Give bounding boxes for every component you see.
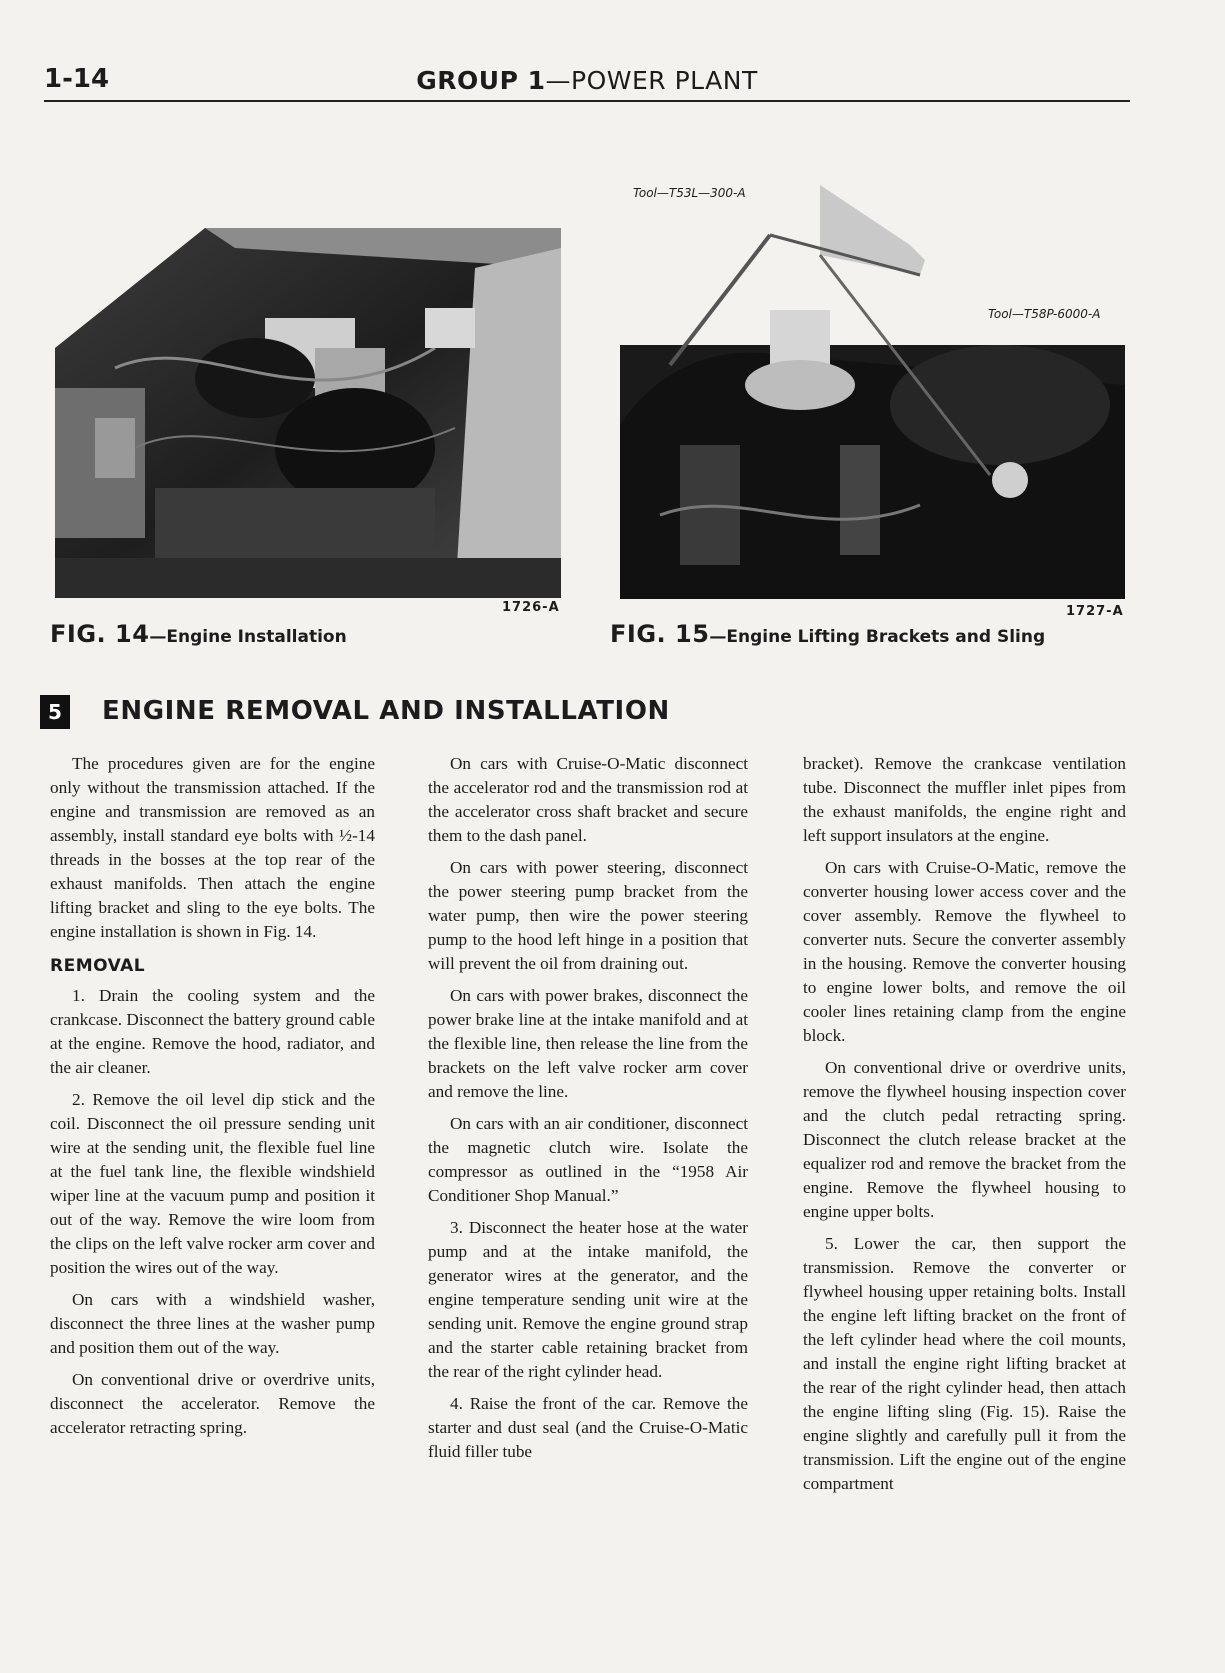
windshield-washer-paragraph: On cars with a windshield washer, disconnect the three lines at the washer pump and position them out of the way.	[50, 1290, 375, 1357]
fig15-number: FIG. 15	[610, 620, 710, 648]
fig15-photo-code: 1727-A	[1066, 604, 1124, 619]
fig15-caption	[610, 620, 1045, 648]
fig15-callout-tool-2: Tool—T58P-6000-A	[988, 307, 1101, 321]
step-5-paragraph: 5. Lower the car, then support the transmission. Remove the converter or flywheel housing upper retaining bolts. Install the engine left lifting bracket on the front of the left cylinder head where the coil mounts, and install the engine right lifting bracket at the rear of the right cylinder head, then attach the engine lifting sling (Fig. 15). Raise the engine slightly and carefully pull it from the transmission. Lift the engine out of the engine compartment	[803, 1234, 1126, 1493]
fig15-caption-text: —Engine Lifting Brackets and Sling	[709, 627, 1046, 647]
page-number: 1-14	[44, 64, 110, 94]
step-1-paragraph: 1. Drain the cooling system and the crankcase. Disconnect the battery ground cable at the engine. Remove the hood, radiator, and the air cleaner.	[50, 986, 375, 1077]
step-3-paragraph: 3. Disconnect the heater hose at the water pump and at the intake manifold, the generator wires at the generator, and the engine temperature sending unit wire at the sending unit. Remove the engine ground strap and the starter cable retaining bracket from the rear of the right cylinder head.	[428, 1218, 748, 1381]
fig14-caption-text: —Engine Installation	[149, 627, 347, 647]
engine-lifting-photo	[620, 185, 1125, 599]
group-title	[44, 66, 1130, 95]
group-title-rest: —POWER PLANT	[545, 66, 758, 95]
section-number-badge: 5	[40, 695, 70, 729]
text-column-1	[50, 752, 375, 1448]
group-title-bold: GROUP 1	[416, 66, 546, 95]
page-header	[44, 60, 1130, 102]
converter-paragraph: On cars with Cruise-O-Matic, remove the converter housing lower access cover and the cover assembly. Remove the flywheel to converter nuts. Secure the converter assembly in the housing. Remove the converter housing to engine lower bolts, and remove the oil cooler lines retaining clamp from the engine block.	[803, 858, 1126, 1045]
text-column-2	[428, 752, 748, 1472]
removal-heading: REMOVAL	[50, 956, 146, 976]
section-title: ENGINE REMOVAL AND INSTALLATION	[102, 696, 670, 726]
fig15-callout-tool-1: Tool—T53L—300-A	[633, 186, 746, 200]
intro-paragraph: The procedures given are for the engine only without the transmission attached. If the engine and transmission are removed as an assembly, install standard eye bolts with ½-14 threads in the bosses at the top rear of the exhaust manifolds. Then attach the engine lifting bracket and sling to the eye bolts. The engine installation is shown in Fig. 14.	[50, 754, 375, 941]
fig14-caption	[50, 620, 347, 648]
conventional-drive-paragraph: On conventional drive or overdrive units, disconnect the accelerator. Remove the accelerator retracting spring.	[50, 1370, 375, 1437]
fig14-photo-code: 1726-A	[502, 600, 560, 615]
power-brakes-paragraph: On cars with power brakes, disconnect the power brake line at the intake manifold and at the flexible line, then release the line from the brackets on the left valve rocker arm cover and remove the line.	[428, 986, 748, 1101]
power-steering-paragraph: On cars with power steering, disconnect the power steering pump bracket from the water pump, then wire the power steering pump to the hood left hinge in a position that will prevent the oil from draining out.	[428, 858, 748, 973]
engine-installation-photo	[55, 228, 561, 598]
step-4-paragraph: 4. Raise the front of the car. Remove the starter and dust seal (and the Cruise-O-Matic fluid filler tube	[428, 1394, 748, 1461]
air-conditioner-paragraph: On cars with an air conditioner, disconnect the magnetic clutch wire. Isolate the compressor as outlined in the “1958 Air Conditioner Shop Manual.”	[428, 1114, 748, 1205]
flywheel-housing-paragraph: On conventional drive or overdrive units, remove the flywheel housing inspection cover and the clutch pedal retracting spring. Disconnect the clutch release bracket at the equalizer rod and remove the bracket from the engine. Remove the flywheel housing to engine upper bolts.	[803, 1058, 1126, 1221]
cruise-o-matic-paragraph: On cars with Cruise-O-Matic disconnect the accelerator rod and the transmission rod at the accelerator cross shaft bracket and secure them to the dash panel.	[428, 754, 748, 845]
step-2-paragraph: 2. Remove the oil level dip stick and the coil. Disconnect the oil pressure sending unit wire at the sending unit, the flexible fuel line at the fuel tank line, the flexible windshield wiper line at the vacuum pump and position it out of the way. Remove the wire loom from the clips on the left valve rocker arm cover and position the wires out of the way.	[50, 1090, 375, 1277]
fig14-number: FIG. 14	[50, 620, 150, 648]
text-column-3	[803, 752, 1126, 1504]
step-4-continued-paragraph: bracket). Remove the crankcase ventilation tube. Disconnect the muffler inlet pipes from the exhaust manifolds, the engine right and left support insulators at the engine.	[803, 754, 1126, 845]
